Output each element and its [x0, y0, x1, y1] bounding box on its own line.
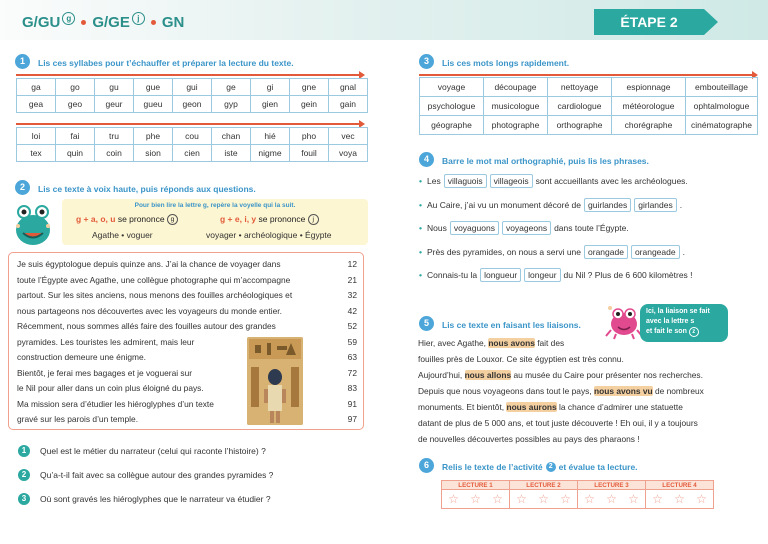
liaison-text: au musée du Caire pour présenter nos recherches. [513, 370, 703, 380]
liaison-text: de nombreux [654, 386, 704, 396]
syllable-cell: fai [56, 128, 95, 145]
syllable-cell: nigme [251, 145, 290, 162]
star-icon[interactable]: ☆ [628, 492, 639, 506]
rule-intro: Pour bien lire la lettre g, repère la voyelle qui la suit. [134, 202, 296, 209]
star-rating [510, 490, 578, 509]
liaison-text: Hier, avec Agathe, [418, 338, 486, 348]
text-line: Je suis égyptologue depuis quinze ans. J’ai la chance de voyager dans [17, 259, 281, 269]
syllable-cell: gien [251, 96, 290, 113]
activity-number-1: 1 [15, 54, 30, 69]
rule-right-formula [220, 214, 319, 225]
rule-left-examples: Agathe • voguer [92, 230, 153, 240]
word-cell: espionnage [612, 78, 686, 97]
syllable-cell: chan [212, 128, 251, 145]
star-icon[interactable]: ☆ [560, 492, 571, 506]
sound-symbol-z: z [689, 327, 699, 337]
spelling-sentence [419, 245, 685, 259]
text-line: construction demeure une énigme. [17, 352, 146, 362]
arrow-right-icon [16, 123, 362, 125]
syllable-cell: voya [329, 145, 368, 162]
lesson-title [22, 14, 184, 31]
activity-2-title: Lis ce texte à voix haute, puis réponds aux questions. [38, 184, 256, 194]
star-rating [442, 490, 510, 509]
bullet-dot: • [419, 270, 422, 280]
syllable-cell: pho [290, 128, 329, 145]
liaison-line-5 [418, 402, 683, 412]
syllable-cell: loi [17, 128, 56, 145]
title-part-2: G/GE [92, 14, 130, 31]
liaison-highlight: nous avons vu [594, 386, 653, 396]
syllable-cell: hié [251, 128, 290, 145]
word-count: 59 [347, 336, 357, 347]
sound-symbol-g: g [167, 214, 178, 225]
star-icon[interactable]: ☆ [674, 492, 685, 506]
text-line: toute l’Égypte avec Agathe, une collègue photographe qui m’accompagne [17, 274, 291, 285]
activity-6-title-a: Relis le texte de l’activité [442, 462, 543, 472]
evaluation-stars-row [442, 490, 714, 509]
reading-text-box [8, 252, 364, 430]
spelling-sentence [419, 174, 688, 188]
word-option[interactable]: voyageons [502, 221, 551, 235]
liaison-line-2: fouilles près de Louxor. Ce site égyptien est très connu. [418, 354, 624, 364]
liaison-line-3 [418, 370, 703, 380]
liaison-text: Aujourd’hui, [418, 370, 463, 380]
activity-4-title: Barre le mot mal orthographié, puis lis les phrases. [442, 156, 649, 166]
syllable-cell: gain [329, 96, 368, 113]
word-option[interactable]: guirlandes [584, 198, 631, 212]
word-count: 12 [347, 259, 357, 269]
spelling-sentence [419, 268, 693, 282]
syllable-cell: phe [134, 128, 173, 145]
liaison-text: la chance d’admirer une statuette [559, 402, 683, 412]
syllable-cell: gea [17, 96, 56, 113]
separator-dot [151, 20, 156, 25]
star-icon[interactable]: ☆ [606, 492, 617, 506]
text-line: Récemment, nous sommes allés faire des fouilles autour des grandes [17, 321, 276, 331]
separator-dot [81, 20, 86, 25]
rule-left-letters: g + a, o, u [76, 214, 116, 224]
word-count: 97 [347, 414, 357, 424]
word-count: 52 [347, 321, 357, 331]
sound-symbol-j: j [308, 214, 319, 225]
star-rating [646, 490, 714, 509]
liaison-highlight: nous aurons [506, 402, 557, 412]
sentence-start: Les [426, 176, 441, 186]
activity-3-title: Lis ces mots longs rapidement. [442, 58, 570, 68]
evaluation-header-row [442, 481, 714, 490]
syllable-cell: iste [212, 145, 251, 162]
syllable-cell: gui [173, 79, 212, 96]
word-cell: orthographe [548, 116, 612, 135]
question-text: Où sont gravés les hiéroglyphes que le narrateur va étudier ? [40, 494, 271, 504]
title-part-1: G/GU [22, 14, 61, 31]
activity-number-3: 3 [419, 54, 434, 69]
syllable-cell: tex [17, 145, 56, 162]
bullet-dot: • [419, 199, 422, 210]
sentence-start: Nous [426, 223, 447, 233]
syllable-cell: sion [134, 145, 173, 162]
liaison-text: Depuis que nous voyageons dans tout le pays, [418, 386, 592, 396]
word-count: 91 [347, 398, 357, 409]
word-cell: découpage [484, 78, 548, 97]
activity-number-5: 5 [419, 316, 434, 331]
arrow-right-icon [16, 74, 362, 76]
word-option[interactable]: villageois [490, 174, 533, 188]
reading-evaluation-table [441, 480, 714, 509]
question-number: 3 [18, 493, 30, 505]
sentence-start: Connais-tu la [426, 270, 478, 280]
question-number: 1 [18, 445, 30, 457]
syllable-row [17, 96, 368, 113]
word-cell: psychologue [420, 97, 484, 116]
syllable-row [17, 145, 368, 162]
syllable-cell: gnal [329, 79, 368, 96]
syllable-cell: geon [173, 96, 212, 113]
bubble-line-3-text: et fait le son [646, 328, 687, 335]
syllable-cell: gue [134, 79, 173, 96]
activity-ref-number: 2 [546, 462, 556, 472]
reading-rule-box [62, 199, 368, 245]
syllable-cell: go [56, 79, 95, 96]
word-cell: cardiologue [548, 97, 612, 116]
question-text: Quel est le métier du narrateur (celui qui raconte l’histoire) ? [40, 446, 266, 456]
reading-label: LECTURE 1 [442, 481, 510, 490]
rule-right-verb: se prononce [258, 214, 306, 224]
spelling-sentence [419, 198, 682, 212]
activity-5-title: Lis ce texte en faisant les liaisons. [442, 320, 581, 330]
sentence-start: Près des pyramides, on nous a servi une [426, 246, 582, 257]
word-option[interactable]: orangeade [631, 245, 680, 259]
activity-6-title-b: et évalue ta lecture. [558, 462, 638, 472]
question-text: Qu’a-t-il fait avec sa collègue autour des grandes pyramides ? [40, 470, 274, 480]
syllable-cell: fouil [290, 145, 329, 162]
word-option[interactable]: orangade [584, 245, 628, 259]
sentence-end: dans toute l’Égypte. [554, 223, 629, 233]
liaison-line-4 [418, 386, 704, 396]
text-line: Bientôt, je ferai mes bagages et je voguerai sur [17, 367, 193, 378]
sentence-start: Au Caire, j’ai vu un monument décoré de [426, 199, 582, 210]
syllable-cell: gi [251, 79, 290, 96]
syllable-cell: ga [17, 79, 56, 96]
reading-label: LECTURE 3 [578, 481, 646, 490]
word-cell: météorologue [612, 97, 686, 116]
word-count: 72 [347, 367, 357, 378]
star-icon[interactable]: ☆ [538, 492, 549, 506]
activity-number-6: 6 [419, 458, 434, 473]
rule-left-verb: se prononce [117, 214, 165, 224]
activity-number-4: 4 [419, 152, 434, 167]
bubble-line-3 [646, 327, 722, 337]
syllable-cell: gne [290, 79, 329, 96]
text-line: partout. Sur les sites anciens, nous menons des fouilles archéologiques et [17, 290, 293, 300]
word-option[interactable]: villaguois [444, 174, 487, 188]
words-row [420, 78, 758, 97]
syllable-cell: ge [212, 79, 251, 96]
syllable-row [17, 128, 368, 145]
activity-6-title [442, 462, 638, 472]
word-cell: chorégraphe [612, 116, 686, 135]
liaison-highlight: nous avons [488, 338, 535, 348]
sentence-end: . [682, 246, 685, 257]
syllable-cell: tru [95, 128, 134, 145]
word-count: 21 [347, 274, 357, 285]
star-icon[interactable]: ☆ [516, 492, 527, 506]
words-row [420, 97, 758, 116]
spelling-sentence [419, 221, 629, 235]
text-line: gravé sur les parois d’un temple. [17, 414, 139, 424]
star-icon[interactable]: ☆ [652, 492, 663, 506]
bubble-line-1: Ici, la liaison se fait [646, 308, 710, 315]
sentence-end: du Nil ? Plus de 6 600 kilomètres ! [563, 270, 693, 280]
words-row [420, 116, 758, 135]
text-line: Ma mission sera d’étudier les hiéroglyphes d’un texte [17, 398, 214, 409]
word-option[interactable]: girlandes [634, 198, 677, 212]
text-line: pyramides. Les touristes les admirent, mais leur [17, 336, 195, 347]
liaison-text: fait des [537, 338, 565, 348]
activity-number-2: 2 [15, 180, 30, 195]
syllable-cell: geo [56, 96, 95, 113]
bubble-line-2: avec la lettre s [646, 318, 695, 325]
sound-symbol-g: g [62, 12, 75, 25]
word-count: 42 [347, 305, 357, 316]
syllable-cell: geur [95, 96, 134, 113]
rule-right-letters: g + e, i, y [220, 214, 257, 224]
syllable-cell: coin [95, 145, 134, 162]
star-icon[interactable]: ☆ [448, 492, 459, 506]
page-header [0, 0, 768, 40]
step-banner: ÉTAPE 2 [594, 9, 704, 35]
word-cell: cinématographe [686, 116, 758, 135]
syllable-cell: cou [173, 128, 212, 145]
syllable-cell: quin [56, 145, 95, 162]
word-cell: musicologue [484, 97, 548, 116]
word-option[interactable]: longeur [524, 268, 560, 282]
syllable-cell: gyp [212, 96, 251, 113]
star-rating [578, 490, 646, 509]
word-option[interactable]: longueur [480, 268, 521, 282]
liaison-line-1 [418, 338, 564, 348]
liaison-line-6: datant de plus de 5 000 ans, et tout juste découverte ! Eh oui, il y a toujours [418, 418, 698, 428]
liaison-highlight: nous allons [464, 370, 512, 380]
word-count: 83 [347, 383, 357, 393]
word-cell: embouteillage [686, 78, 758, 97]
syllable-cell: cien [173, 145, 212, 162]
sentence-end: sont accueillants avec les archéologues. [535, 176, 688, 186]
arrow-right-icon [419, 74, 755, 76]
question-number: 2 [18, 469, 30, 481]
sound-symbol-j: j [132, 12, 145, 25]
rule-left-formula [76, 214, 178, 225]
sentence-end: . [679, 199, 683, 210]
word-cell: ophtalmologue [686, 97, 758, 116]
star-icon[interactable]: ☆ [470, 492, 481, 506]
syllable-cell: gein [290, 96, 329, 113]
title-part-3: GN [161, 14, 185, 31]
word-count: 63 [347, 352, 357, 362]
activity-1-title: Lis ces syllabes pour t’échauffer et préparer la lecture du texte. [38, 58, 294, 68]
liaison-line-7: de nouvelles découvertes possibles au pays des pharaons ! [418, 434, 640, 444]
star-icon[interactable]: ☆ [584, 492, 595, 506]
syllable-row [17, 79, 368, 96]
hieroglyph-image-icon [247, 337, 303, 425]
rule-right-examples: voyager • archéologique • Égypte [206, 230, 332, 240]
syllable-table-2 [16, 127, 368, 162]
liaison-tip-bubble [640, 304, 728, 342]
syllable-cell: gueu [134, 96, 173, 113]
star-icon[interactable]: ☆ [696, 492, 707, 506]
reading-label: LECTURE 2 [510, 481, 578, 490]
text-line: nous partageons nos découvertes avec les voyageurs du monde entier. [17, 305, 282, 316]
text-line: le Nil pour aller dans un coin plus éloigné du pays. [17, 383, 204, 393]
reading-label: LECTURE 4 [646, 481, 714, 490]
syllable-table-1 [16, 78, 368, 113]
word-count: 32 [347, 290, 357, 300]
word-option[interactable]: voyaguons [450, 221, 499, 235]
bullet-dot: • [419, 246, 422, 257]
syllable-cell: gu [95, 79, 134, 96]
word-cell: photographe [484, 116, 548, 135]
liaison-text: monuments. Et bientôt, [418, 402, 505, 412]
long-words-table [419, 77, 758, 135]
star-icon[interactable]: ☆ [492, 492, 503, 506]
pink-monster-mascot-icon [604, 300, 644, 340]
bullet-dot: • [419, 176, 422, 186]
monster-mascot-icon [10, 200, 56, 248]
word-cell: voyage [420, 78, 484, 97]
word-cell: géographe [420, 116, 484, 135]
syllable-cell: vec [329, 128, 368, 145]
bullet-dot: • [419, 223, 422, 233]
word-cell: nettoyage [548, 78, 612, 97]
